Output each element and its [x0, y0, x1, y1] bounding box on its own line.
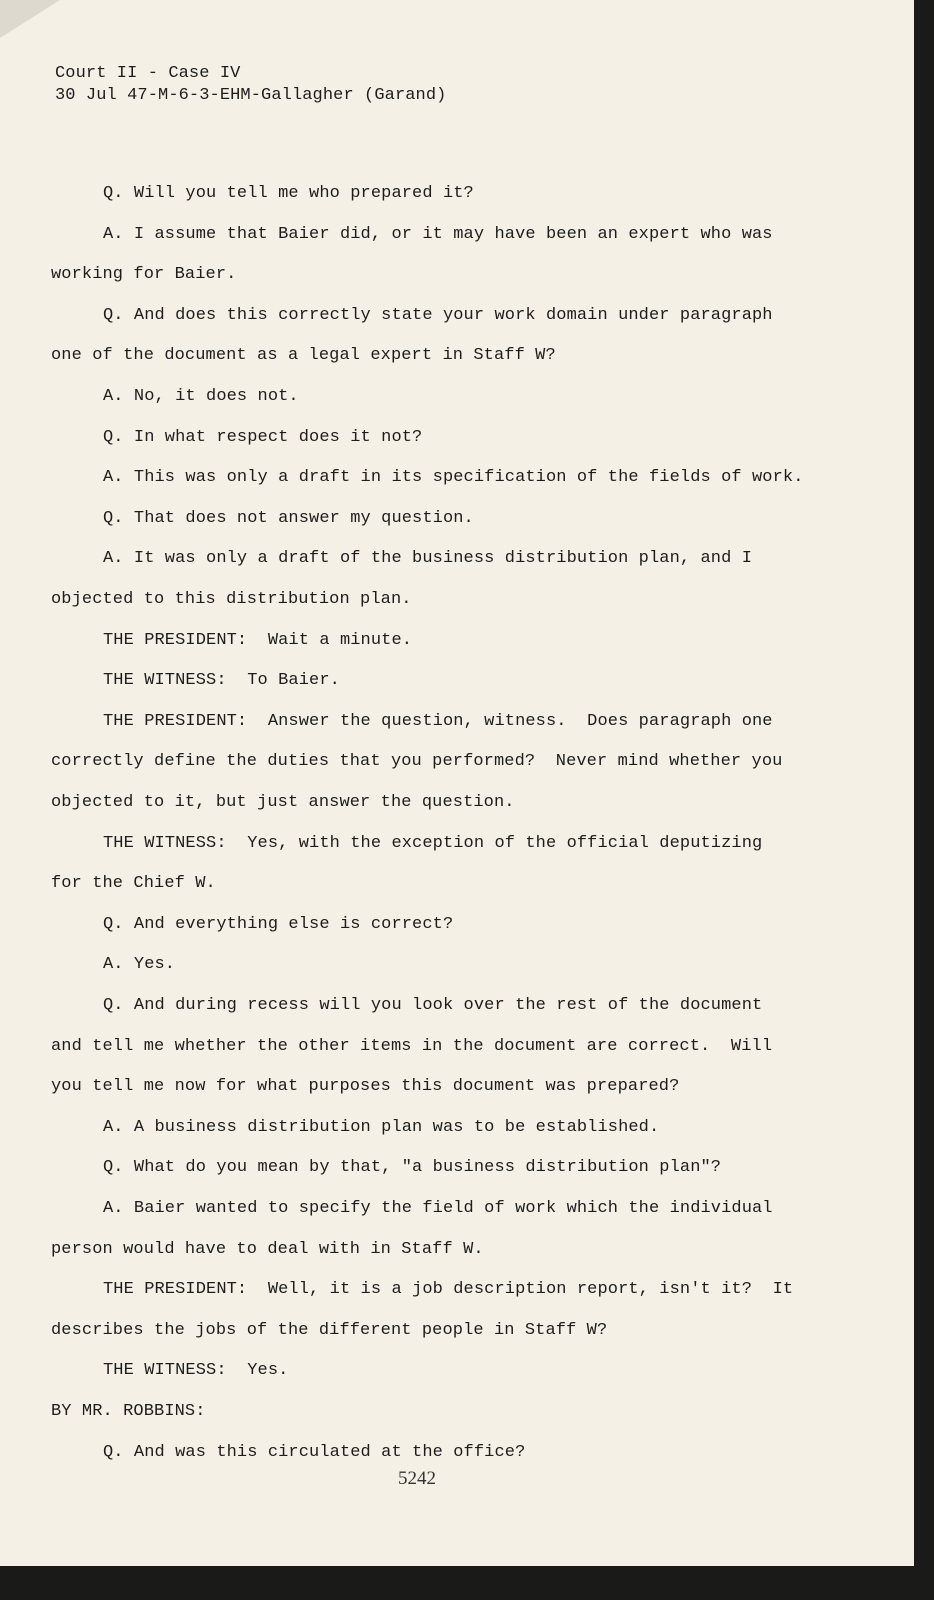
transcript-line: THE PRESIDENT: Wait a minute.: [103, 630, 413, 650]
transcript-line: you tell me now for what purposes this document was prepared?: [51, 1077, 680, 1097]
page-number: 5242: [398, 1468, 436, 1489]
transcript-line: THE WITNESS: Yes.: [103, 1361, 289, 1381]
transcript-line: Q. And was this circulated at the office?: [103, 1442, 526, 1462]
transcript-line: BY MR. ROBBINS:: [51, 1402, 206, 1421]
transcript-line: A. Yes.: [103, 955, 176, 975]
transcript-line: Q. And everything else is correct?: [103, 914, 454, 934]
transcript-line: objected to this distribution plan.: [51, 590, 412, 609]
transcript-line: describes the jobs of the different people in Staff W?: [51, 1320, 608, 1340]
transcript-line: A. It was only a draft of the business distribution plan, and I: [103, 549, 753, 569]
transcript-line: Q. In what respect does it not?: [103, 427, 423, 447]
transcript-line: THE WITNESS: Yes, with the exception of the official deputizing: [103, 833, 763, 853]
header-case: Court II - Case IV: [55, 64, 241, 83]
transcript-line: for the Chief W.: [51, 874, 216, 894]
transcript-line: working for Baier.: [51, 265, 237, 285]
transcript-line: A. A business distribution plan was to be established.: [103, 1117, 660, 1137]
folded-corner: [0, 0, 60, 38]
transcript-line: Q. That does not answer my question.: [103, 508, 474, 528]
transcript-line: A. No, it does not.: [103, 387, 299, 406]
transcript-line: Q. And does this correctly state your work domain under paragraph: [103, 305, 773, 325]
transcript-line: and tell me whether the other items in the document are correct. Will: [51, 1036, 773, 1056]
transcript-line: A. This was only a draft in its specification of the fields of work.: [103, 468, 804, 488]
transcript-line: person would have to deal with in Staff W.: [51, 1239, 484, 1259]
header-session: 30 Jul 47-M-6-3-EHM-Gallagher (Garand): [55, 86, 447, 105]
transcript-line: THE PRESIDENT: Well, it is a job description report, isn't it? It: [103, 1280, 794, 1300]
transcript-line: THE PRESIDENT: Answer the question, witness. Does paragraph one: [103, 711, 773, 731]
transcript-line: THE WITNESS: To Baier.: [103, 671, 340, 691]
transcript-line: A. I assume that Baier did, or it may have been an expert who was: [103, 224, 773, 244]
transcript-line: one of the document as a legal expert in Staff W?: [51, 346, 556, 366]
transcript-line: Q. What do you mean by that, "a business distribution plan"?: [103, 1158, 722, 1178]
transcript-line: Q. Will you tell me who prepared it?: [103, 184, 474, 203]
transcript-line: correctly define the duties that you performed? Never mind whether you: [51, 752, 783, 772]
transcript-line: Q. And during recess will you look over the rest of the document: [103, 996, 763, 1015]
transcript-line: A. Baier wanted to specify the field of work which the individual: [103, 1199, 773, 1218]
transcript-line: objected to it, but just answer the question.: [51, 793, 515, 812]
